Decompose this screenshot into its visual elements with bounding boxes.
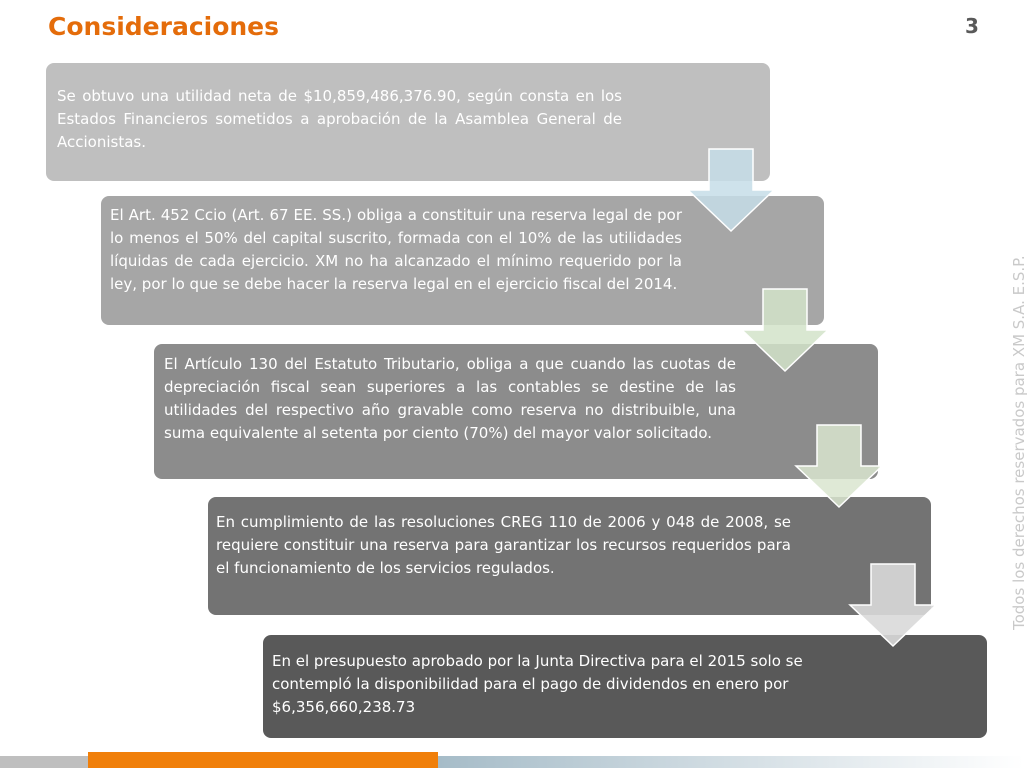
process-step-2-text: El Art. 452 Ccio (Art. 67 EE. SS.) obliga a constituir una reserva legal de por lo menos el 50% del capital suscrito, formada con el 10% de las utilidades líquidas de cada ejercicio. XM no ha alcanzado el mínimo requerido por la ley, por lo que se debe hacer la reserva legal en el ejercicio fiscal del 2014. <box>110 206 682 293</box>
page-number: 3 <box>965 14 979 38</box>
process-step-4-text: En cumplimiento de las resoluciones CREG 110 de 2006 y 048 de 2008, se requiere constituir una reserva para garantizar los recursos requeridos para el funcionamiento de los servicios regulados. <box>216 513 791 577</box>
arrow-shape <box>742 289 828 371</box>
arrow-shape <box>850 564 936 646</box>
process-step-1 <box>46 63 770 181</box>
down-arrow-icon <box>741 288 829 372</box>
process-step-5 <box>263 635 987 738</box>
process-step-5-text: En el presupuesto aprobado por la Junta Directiva para el 2015 solo se contempló la disponibilidad para el pago de dividendos en enero por $6,356,660,238.73 <box>272 652 803 716</box>
down-arrow-icon <box>795 424 883 508</box>
footer-bar <box>0 752 1024 768</box>
footer-bar-gray <box>0 756 88 768</box>
process-step-4 <box>208 497 931 615</box>
slide-title: Consideraciones <box>48 12 280 41</box>
arrow-shape <box>796 425 882 507</box>
footer-bar-orange <box>88 752 438 768</box>
down-arrow-icon <box>849 563 937 647</box>
process-step-3-text: El Artículo 130 del Estatuto Tributario, obliga a que cuando las cuotas de depreciación fiscal sean superiores a las contables se destine de las utilidades del respectivo año gravable como reserva no distribuible, una suma equivalente al setenta por ciento (70%) del mayor valor solicitado. <box>164 355 736 442</box>
process-step-1-text: Se obtuvo una utilidad neta de $10,859,486,376.90, según consta en los Estados Financieros sometidos a aprobación de la Asamblea General de Accionistas. <box>57 87 622 151</box>
down-arrow-icon <box>687 148 775 232</box>
copyright-watermark: Todos los derechos reservados para XM S.A. E.S.P. <box>1010 255 1028 630</box>
footer-bar-fade <box>438 756 1024 768</box>
arrow-shape <box>688 149 774 231</box>
